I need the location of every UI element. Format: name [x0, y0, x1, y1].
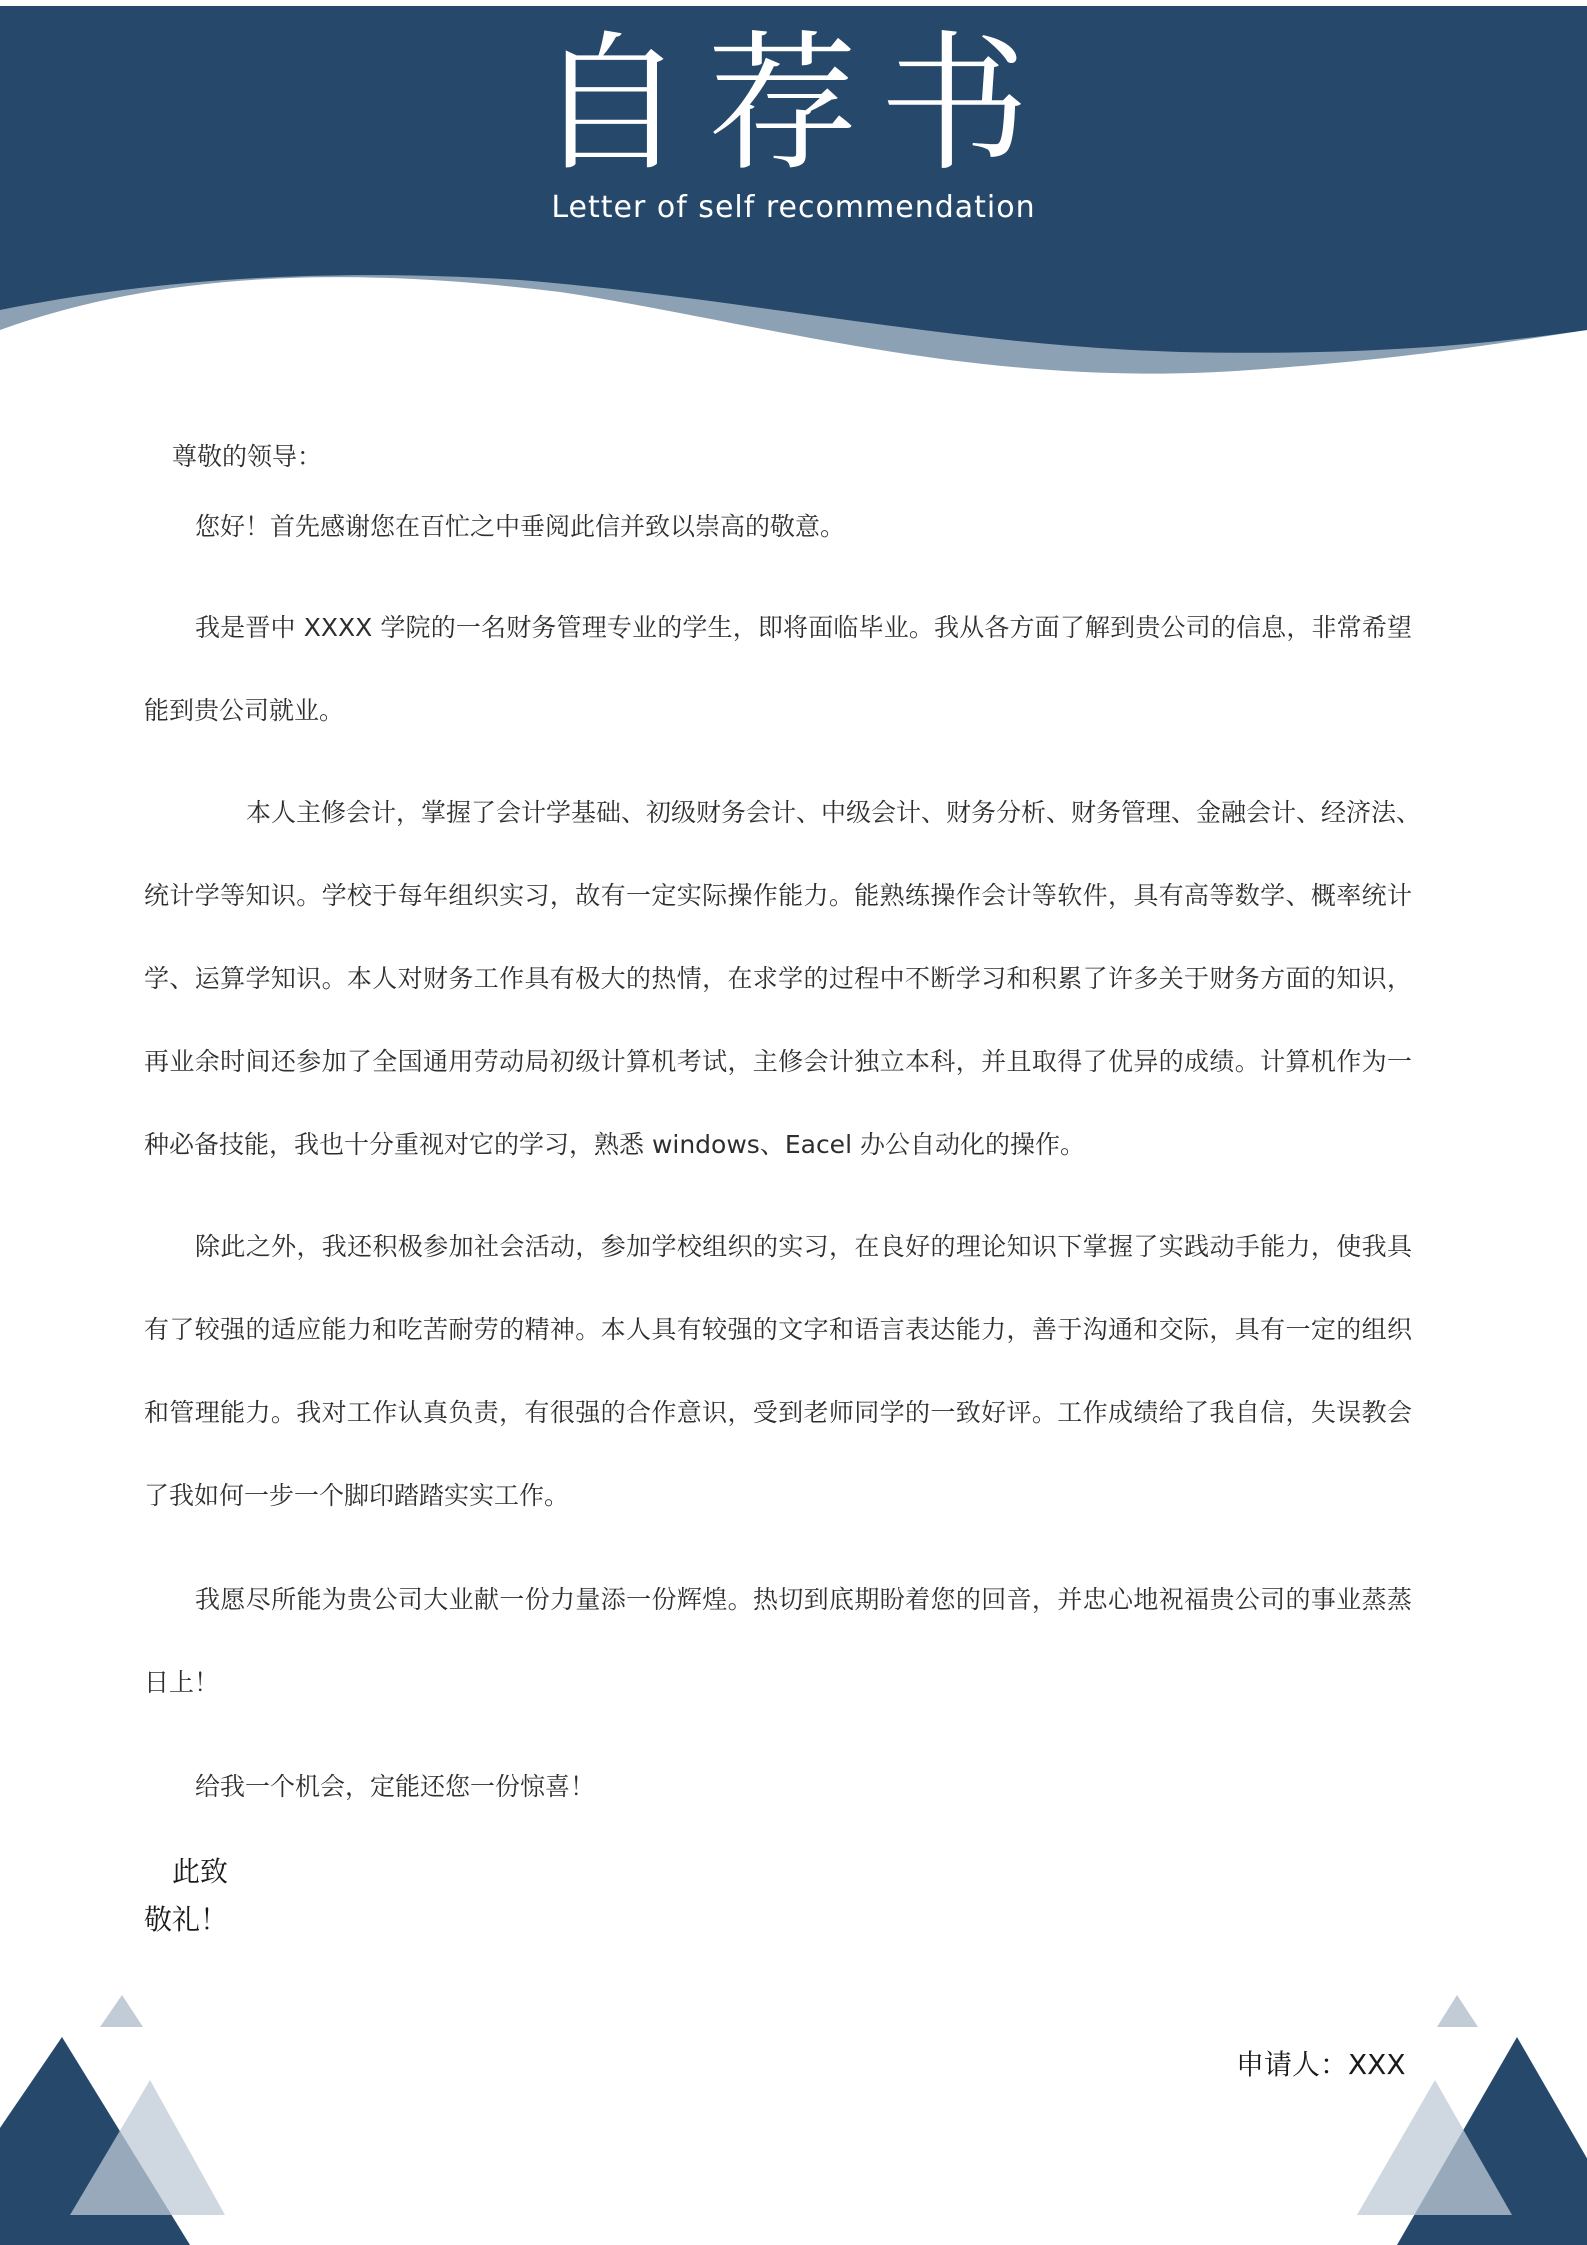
paragraph-3-line-3: 和管理能力。我对工作认真负责，有很强的合作意识，受到老师同学的一致好评。工作成绩给了我自信，失误教会 — [144, 1398, 1412, 1427]
decor-triangles-right — [1347, 1995, 1587, 2245]
paragraph-4-line-2: 日上！ — [144, 1668, 220, 1697]
page-title: 自荐书 — [535, 18, 1052, 192]
opening-line: 您好！首先感谢您在百忙之中垂阅此信并致以崇高的敬意。 — [195, 512, 846, 541]
signature: 申请人：XXX — [1236, 2048, 1406, 2081]
paragraph-3-line-4: 了我如何一步一个脚印踏踏实实工作。 — [144, 1481, 570, 1510]
paragraph-2-line-2: 统计学等知识。学校于每年组织实习，故有一定实际操作能力。能熟练操作会计等软件，具有高等数学、概率统计 — [144, 881, 1412, 910]
paragraph-2-line-4: 再业余时间还参加了全国通用劳动局初级计算机考试，主修会计独立本科，并且取得了优异的成绩。计算机作为一 — [144, 1047, 1412, 1076]
paragraph-1-line-1: 我是晋中 XXXX 学院的一名财务管理专业的学生，即将面临毕业。我从各方面了解到贵公司的信息，非常希望 — [195, 613, 1412, 642]
greeting: 尊敬的领导： — [172, 442, 323, 471]
paragraph-2-line-5: 种必备技能，我也十分重视对它的学习，熟悉 windows、Eacel 办公自动化的操作。 — [144, 1130, 1085, 1159]
paragraph-4-line-1: 我愿尽所能为贵公司大业献一份力量添一份辉煌。热切到底期盼着您的回音，并忠心地祝福贵公司的事业蒸蒸 — [195, 1585, 1412, 1614]
paragraph-2-line-3: 学、运算学知识。本人对财务工作具有极大的热情，在求学的过程中不断学习和积累了许多关于财务方面的知识， — [144, 964, 1412, 993]
paragraph-2-line-1: 本人主修会计，掌握了会计学基础、初级财务会计、中级会计、财务分析、财务管理、金融会计、经济法、 — [246, 798, 1422, 827]
page-subtitle: Letter of self recommendation — [551, 190, 1036, 225]
decor-triangle-small — [100, 1995, 143, 2027]
closing-jingli: 敬礼！ — [144, 1903, 229, 1936]
closing-cizhi: 此致 — [172, 1855, 229, 1888]
paragraph-5: 给我一个机会，定能还您一份惊喜！ — [195, 1772, 596, 1801]
decor-triangle-small — [1437, 1995, 1478, 2027]
paragraph-3-line-2: 有了较强的适应能力和吃苦耐劳的精神。本人具有较强的文字和语言表达能力，善于沟通和交际，具有一定的组织 — [144, 1315, 1412, 1344]
paragraph-3-line-1: 除此之外，我还积极参加社会活动，参加学校组织的实习，在良好的理论知识下掌握了实践动手能力，使我具 — [195, 1232, 1412, 1261]
paragraph-1-line-2: 能到贵公司就业。 — [144, 696, 345, 725]
decor-triangles-left — [0, 1995, 240, 2245]
